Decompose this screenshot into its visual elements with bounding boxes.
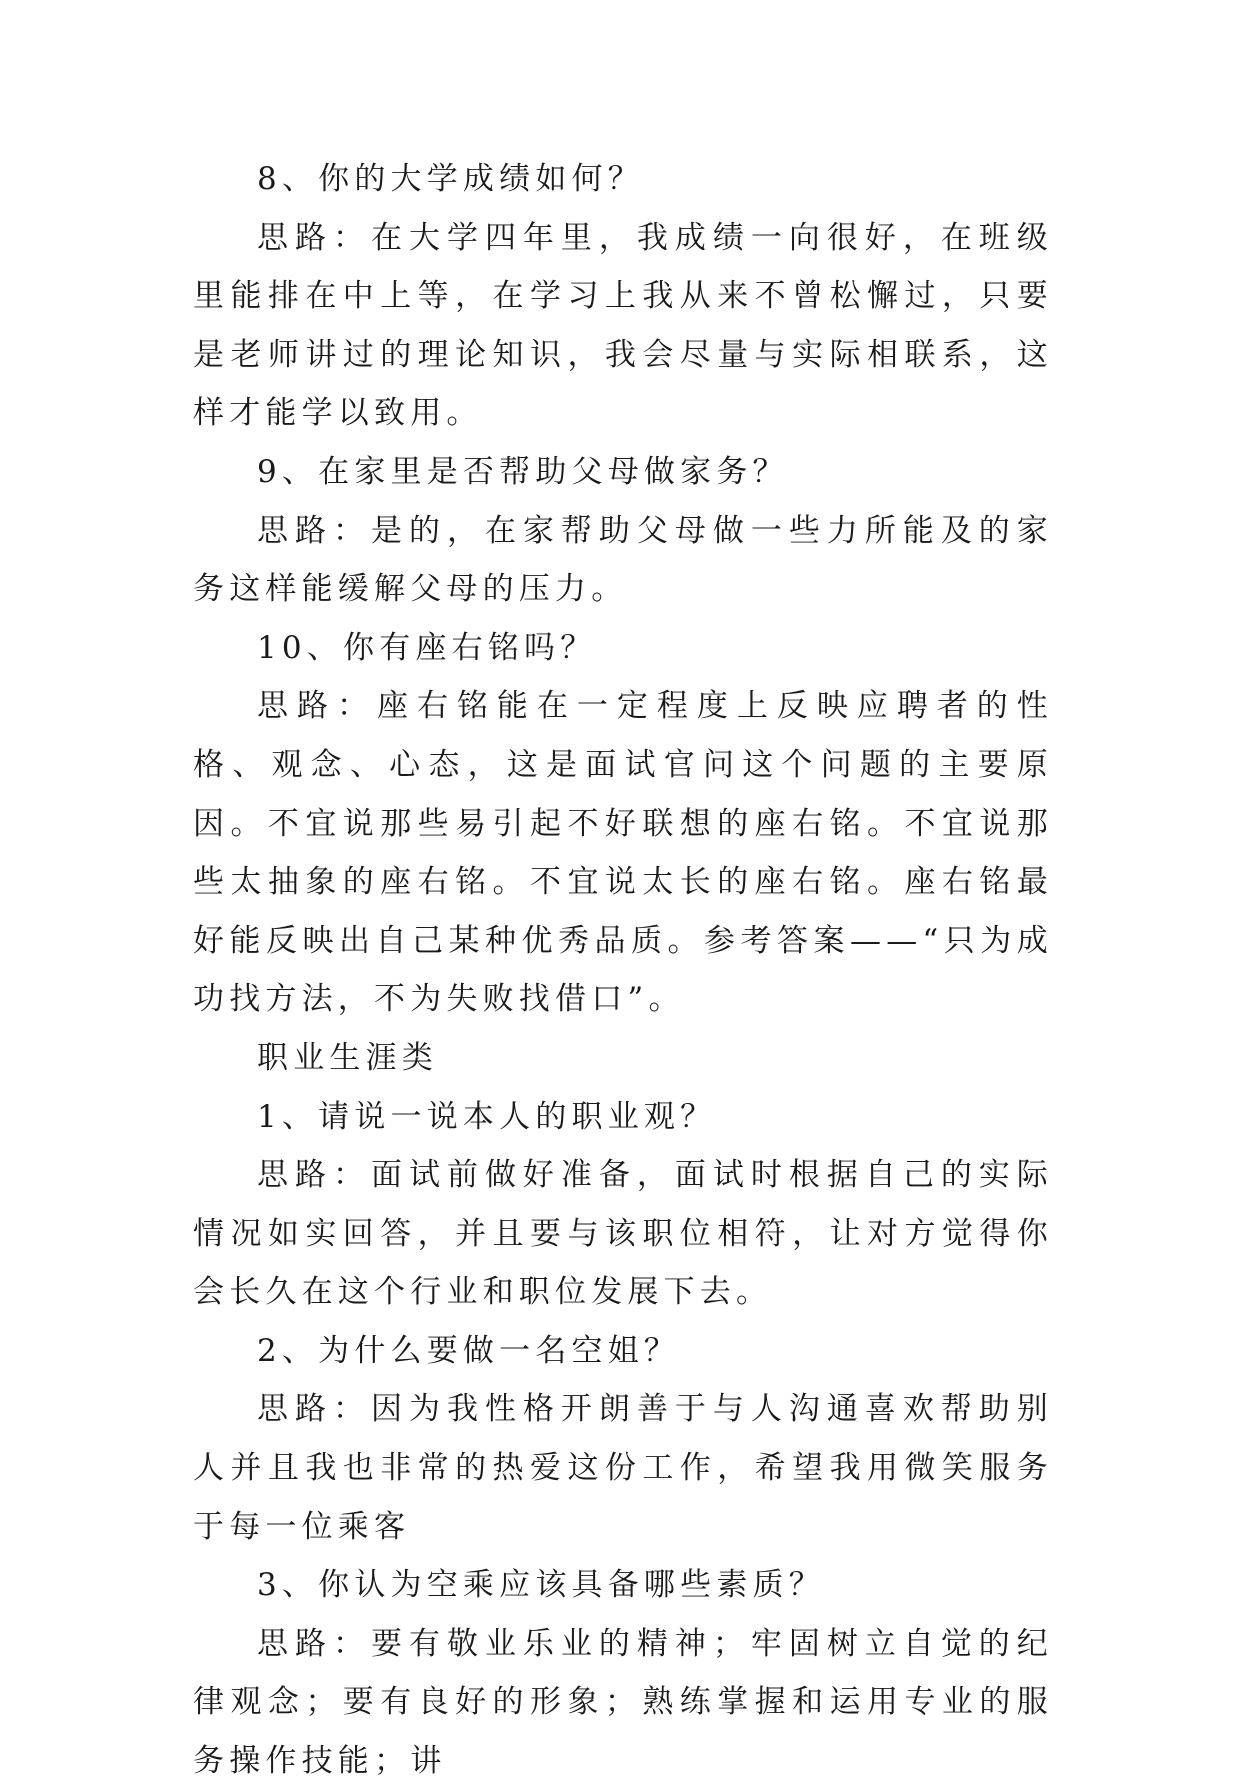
document-body: [193, 150, 1053, 1791]
career-answer-3: 思路：要有敬业乐业的精神；牢固树立自觉的纪律观念；要有良好的形象；熟练掌握和运用专业的服务操作技能；讲: [193, 1625, 1053, 1780]
career-question-3: 3、你认为空乘应该具备哪些素质？: [257, 1567, 825, 1604]
career-answer-2: 思路：因为我性格开朗善于与人沟通喜欢帮助别人并且我也非常的热爱这份工作，希望我用微笑服务于每一位乘客: [193, 1391, 1053, 1545]
career-answer-1: 思路：面试前做好准备，面试时根据自己的实际情况如实回答，并且要与该职位相符，让对方觉得你会长久在这个行业和职位发展下去。: [193, 1157, 1053, 1311]
career-question-1: 1、请说一说本人的职业观？: [257, 1098, 717, 1135]
answer-10: 思路：座右铭能在一定程度上反映应聘者的性格、观念、心态，这是面试官问这个问题的主要原因。不宜说那些易引起不好联想的座右铭。不宜说那些太抽象的座右铭。不宜说太长的座右铭。座右铭最好能反映出自己某种优秀品质。参考答案——“只为成功找方法，不为失败找借口”。: [193, 688, 1053, 1018]
section-heading: 职业生涯类: [257, 1039, 438, 1076]
answer-9: 思路：是的，在家帮助父母做一些力所能及的家务这样能缓解父母的压力。: [193, 512, 1053, 608]
career-question-2: 2、为什么要做一名空姐？: [257, 1332, 681, 1369]
answer-8: 思路：在大学四年里，我成绩一向很好，在班级里能排在中上等，在学习上我从来不曾松懈过，只要是老师讲过的理论知识，我会尽量与实际相联系，这样才能学以致用。: [193, 219, 1053, 432]
question-9: 9、在家里是否帮助父母做家务？: [257, 453, 789, 490]
question-10: 10、你有座右铭吗？: [257, 629, 597, 666]
question-8: 8、你的大学成绩如何？: [257, 161, 644, 197]
